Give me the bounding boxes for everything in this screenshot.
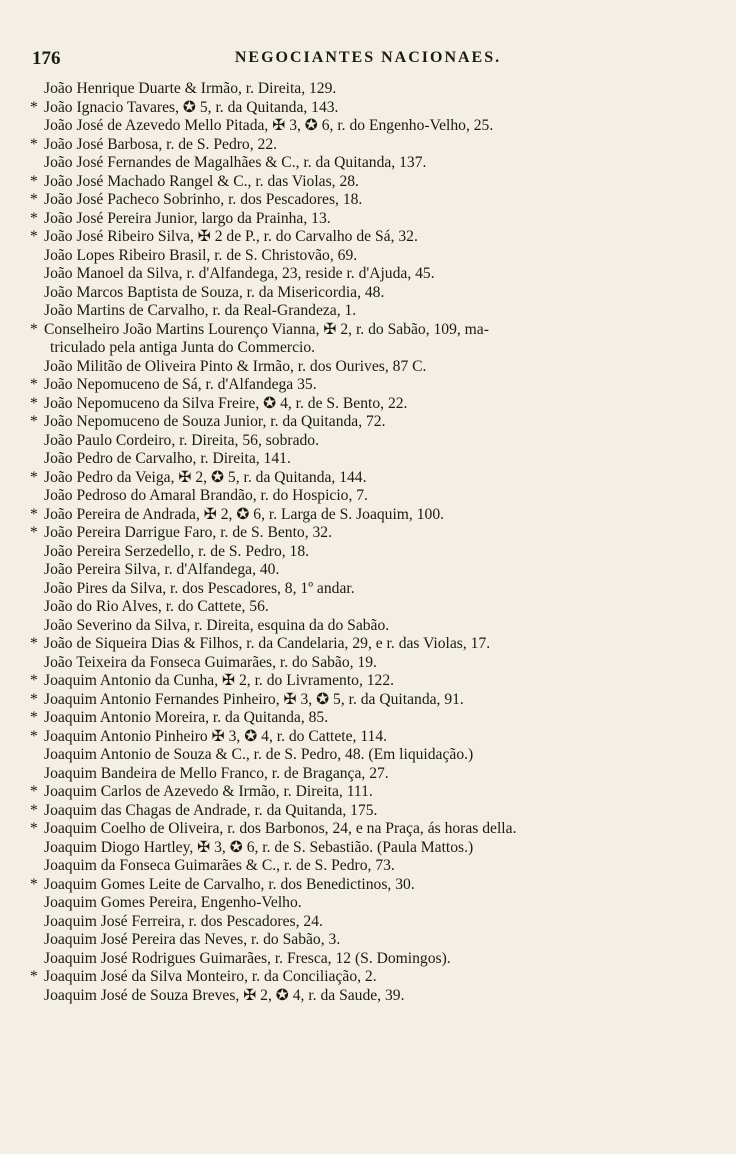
list-item	[30, 709, 706, 728]
list-item	[30, 487, 706, 506]
entry-text: Joaquim Carlos de Azevedo & Irmão, r. Direita, 111.	[44, 783, 373, 800]
list-item	[30, 802, 706, 821]
document-page	[30, 48, 706, 1005]
asterisk-marker: *	[30, 413, 38, 430]
entry-text: Joaquim José de Souza Breves, ✠ 2, ✪ 4, r. da Saude, 39.	[44, 986, 405, 1004]
asterisk-marker: *	[30, 98, 38, 116]
entry-text: João Pedro de Carvalho, r. Direita, 141.	[44, 450, 291, 467]
entry-text: Joaquim Gomes Pereira, Engenho-Velho.	[44, 894, 302, 911]
list-item	[30, 395, 706, 414]
list-item	[30, 117, 706, 136]
list-item	[30, 210, 706, 229]
asterisk-marker: *	[30, 690, 38, 708]
list-item	[30, 302, 706, 321]
entry-text: Joaquim José Pereira das Neves, r. do Sabão, 3.	[44, 931, 341, 948]
asterisk-marker: *	[30, 209, 38, 227]
list-item	[30, 746, 706, 765]
asterisk-marker: *	[30, 172, 38, 190]
entry-text: João José de Azevedo Mello Pitada, ✠ 3, ✪ 6, r. do Engenho-Velho, 25.	[44, 117, 494, 134]
entry-text: João Militão de Oliveira Pinto & Irmão, r. dos Ourives, 87 C.	[44, 357, 427, 375]
list-item	[30, 617, 706, 636]
entry-text: João Pedroso do Amaral Brandão, r. do Hospicio, 7.	[44, 487, 368, 504]
entry-text: João Nepomuceno de Sá, r. d'Alfandega 35.	[44, 376, 317, 393]
entry-text: João Lopes Ribeiro Brasil, r. de S. Christovão, 69.	[44, 246, 358, 264]
list-item	[30, 561, 706, 580]
list-item	[30, 413, 706, 432]
list-item	[30, 506, 706, 525]
list-item	[30, 968, 706, 987]
page-number: 176	[32, 48, 61, 69]
list-item	[30, 154, 706, 173]
entry-text: João José Fernandes de Magalhães & C., r. da Quitanda, 137.	[44, 154, 427, 171]
entry-text: João Nepomuceno de Souza Junior, r. da Quitanda, 72.	[44, 413, 386, 430]
asterisk-marker: *	[30, 376, 38, 393]
asterisk-marker: *	[30, 505, 38, 523]
list-item	[30, 820, 706, 839]
directory-list	[30, 80, 706, 1005]
list-item	[30, 913, 706, 932]
asterisk-marker: *	[30, 783, 38, 800]
list-item	[30, 543, 706, 562]
asterisk-marker: *	[30, 135, 38, 153]
entry-text: Joaquim Gomes Leite de Carvalho, r. dos Benedictinos, 30.	[44, 875, 415, 893]
list-item	[30, 228, 706, 247]
list-item	[30, 857, 706, 876]
entry-text: João Pedro da Veiga, ✠ 2, ✪ 5, r. da Quitanda, 144.	[44, 468, 367, 486]
entry-text: João José Pacheco Sobrinho, r. dos Pescadores, 18.	[44, 191, 363, 208]
entry-text: João de Siqueira Dias & Filhos, r. da Candelaria, 29, e r. das Violas, 17.	[44, 635, 491, 652]
entry-text: João Pereira Serzedello, r. de S. Pedro, 18.	[44, 542, 310, 560]
list-item	[30, 265, 706, 284]
asterisk-marker: *	[30, 191, 38, 208]
entry-text: João Martins de Carvalho, r. da Real-Grandeza, 1.	[44, 302, 357, 319]
list-item	[30, 191, 706, 210]
list-item	[30, 376, 706, 395]
entry-text: Joaquim Bandeira de Mello Franco, r. de Bragança, 27.	[44, 764, 389, 782]
entry-text: Joaquim José Ferreira, r. dos Pescadores, 24.	[44, 912, 323, 930]
entry-text: Joaquim Antonio da Cunha, ✠ 2, r. do Livramento, 122.	[44, 672, 395, 689]
page-header	[30, 48, 706, 78]
entry-text: Joaquim Antonio Pinheiro ✠ 3, ✪ 4, r. do Cattete, 114.	[44, 727, 388, 745]
asterisk-marker: *	[30, 394, 38, 412]
list-item	[30, 654, 706, 673]
list-item	[30, 765, 706, 784]
asterisk-marker: *	[30, 727, 38, 745]
list-item	[30, 950, 706, 969]
entry-text: João José Pereira Junior, largo da Prainha, 13.	[44, 209, 331, 227]
list-item	[30, 524, 706, 543]
asterisk-marker: *	[30, 228, 38, 245]
entry-text: João Ignacio Tavares, ✪ 5, r. da Quitanda, 143.	[44, 98, 339, 116]
asterisk-marker: *	[30, 635, 38, 652]
entry-text: João do Rio Alves, r. do Cattete, 56.	[44, 598, 269, 615]
asterisk-marker: *	[30, 524, 38, 541]
entry-text: João José Ribeiro Silva, ✠ 2 de P., r. do Carvalho de Sá, 32.	[44, 228, 418, 245]
entry-text: Joaquim Coelho de Oliveira, r. dos Barbonos, 24, e na Praça, ás horas della.	[44, 820, 517, 837]
list-item	[30, 99, 706, 118]
list-item	[30, 173, 706, 192]
entry-continuation: triculado pela antiga Junta do Commercio.	[50, 339, 316, 356]
entry-text: Joaquim Antonio Fernandes Pinheiro, ✠ 3, ✪ 5, r. da Quitanda, 91.	[44, 690, 464, 708]
list-item	[30, 839, 706, 858]
list-item	[30, 783, 706, 802]
asterisk-marker: *	[30, 820, 38, 837]
entry-text: João Manoel da Silva, r. d'Alfandega, 23, reside r. d'Ajuda, 45.	[44, 265, 435, 282]
entry-text: João Teixeira da Fonseca Guimarães, r. do Sabão, 19.	[44, 653, 377, 671]
entry-text: Joaquim Diogo Hartley, ✠ 3, ✪ 6, r. de S. Sebastião. (Paula Mattos.)	[44, 838, 474, 856]
asterisk-marker: *	[30, 801, 38, 819]
entry-text: Conselheiro João Martins Lourenço Vianna, ✠ 2, r. do Sabão, 109, ma-	[44, 320, 489, 338]
entry-text: João Henrique Duarte & Irmão, r. Direita, 129.	[44, 80, 337, 97]
entry-text: Joaquim José Rodrigues Guimarães, r. Fresca, 12 (S. Domingos).	[44, 949, 451, 967]
entry-text: João José Machado Rangel & C., r. das Violas, 28.	[44, 172, 359, 190]
entry-text: João Pereira Silva, r. d'Alfandega, 40.	[44, 561, 280, 578]
asterisk-marker: *	[30, 320, 38, 338]
entry-text: Joaquim da Fonseca Guimarães & C., r. de S. Pedro, 73.	[44, 857, 395, 874]
entry-text: João Marcos Baptista de Souza, r. da Misericordia, 48.	[44, 283, 385, 301]
list-item	[30, 450, 706, 469]
entry-text: João Pereira de Andrada, ✠ 2, ✪ 6, r. Larga de S. Joaquim, 100.	[44, 505, 445, 523]
list-item	[30, 691, 706, 710]
list-item	[30, 672, 706, 691]
list-item	[30, 635, 706, 654]
entry-text: João José Barbosa, r. de S. Pedro, 22.	[44, 135, 278, 153]
entry-text: João Severino da Silva, r. Direita, esquina da do Sabão.	[44, 616, 390, 634]
list-item	[30, 321, 706, 358]
list-item	[30, 894, 706, 913]
list-item	[30, 728, 706, 747]
asterisk-marker: *	[30, 875, 38, 893]
entry-text: Joaquim Antonio de Souza & C., r. de S. Pedro, 48. (Em liquidação.)	[44, 746, 474, 763]
list-item	[30, 598, 706, 617]
entry-text: João Paulo Cordeiro, r. Direita, 56, sobrado.	[44, 431, 320, 449]
list-item	[30, 469, 706, 488]
entry-text: João Nepomuceno da Silva Freire, ✪ 4, r. de S. Bento, 22.	[44, 394, 408, 412]
list-item	[30, 247, 706, 266]
asterisk-marker: *	[30, 709, 38, 726]
list-item	[30, 432, 706, 451]
asterisk-marker: *	[30, 468, 38, 486]
asterisk-marker: *	[30, 672, 38, 689]
list-item	[30, 876, 706, 895]
page-title: NEGOCIANTES NACIONAES.	[234, 49, 502, 66]
entry-text: João Pires da Silva, r. dos Pescadores, 8, 1º andar.	[44, 579, 355, 597]
list-item	[30, 284, 706, 303]
list-item	[30, 358, 706, 377]
entry-text: João Pereira Darrigue Faro, r. de S. Bento, 32.	[44, 524, 332, 541]
entry-text: Joaquim Antonio Moreira, r. da Quitanda, 85.	[44, 709, 329, 726]
entry-text: Joaquim das Chagas de Andrade, r. da Quitanda, 175.	[44, 801, 378, 819]
asterisk-marker: *	[30, 968, 38, 985]
entry-text: Joaquim José da Silva Monteiro, r. da Conciliação, 2.	[44, 968, 377, 985]
list-item	[30, 136, 706, 155]
list-item	[30, 931, 706, 950]
list-item	[30, 580, 706, 599]
list-item	[30, 987, 706, 1006]
list-item	[30, 80, 706, 99]
